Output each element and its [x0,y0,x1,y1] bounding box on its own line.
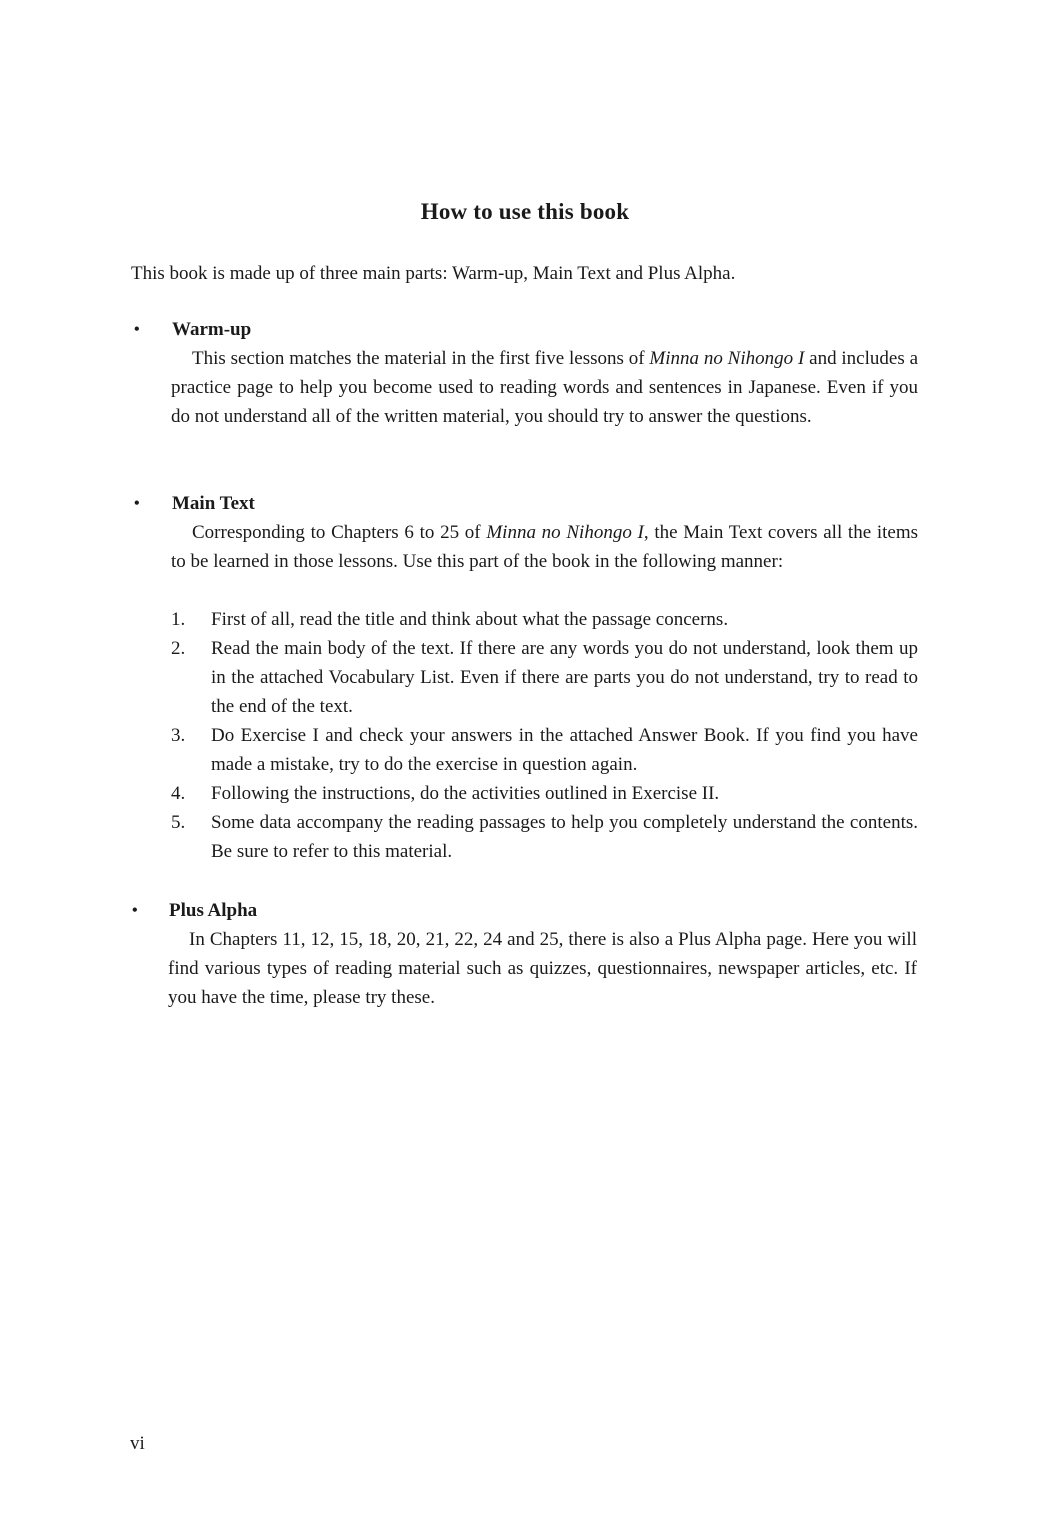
step-number: 1. [171,609,186,630]
bullet-icon: • [134,495,140,512]
bullet-icon: • [134,321,140,338]
steps-list [171,605,918,866]
step-text: Read the main body of the text. If there are any words you do not understand, look them up in the attached Vocabulary List. Even if there are parts you do not understand, try to read to the end of the text. [211,638,918,717]
section-heading: Plus Alpha [169,900,258,921]
step-number: 2. [171,638,186,659]
book-title-italic: Minna no Nihongo I [649,348,805,369]
step-text: Some data accompany the reading passages to help you completely understand the contents. Be sure to refer to this material. [211,812,918,862]
section-body: In Chapters 11, 12, 15, 18, 20, 21, 22, 24 and 25, there is also a Plus Alpha page. Here you will find various types of reading material such as quizzes, questionnaires, newspaper articles, etc. If you have the time, please try these. [168,929,917,1008]
body-text: and includes a practice page to help you become used to reading words and sentences in Japanese. Even if you do not understand all of the written material, you should try to answer the questions. [171,348,918,427]
step-number: 3. [171,725,186,746]
section-heading: Warm-up [172,319,252,340]
body-text: Corresponding to Chapters 6 to 25 of [192,522,487,543]
list-item [171,605,918,634]
book-title-italic: Minna no Nihongo I [486,522,644,543]
page-number: vi [130,1433,145,1454]
list-item [171,779,918,808]
intro-paragraph: This book is made up of three main parts: Warm-up, Main Text and Plus Alpha. [131,263,736,284]
section-body [171,344,918,431]
section-heading: Main Text [172,493,255,514]
list-item [171,721,918,779]
step-number: 4. [171,783,186,804]
list-item [171,808,918,866]
step-text: Following the instructions, do the activities outlined in Exercise II. [211,783,720,804]
bullet-icon: • [132,902,138,919]
list-item [171,634,918,721]
body-text: This section matches the material in the first five lessons of [192,348,650,369]
page-title: How to use this book [420,199,630,224]
step-text: First of all, read the title and think about what the passage concerns. [211,609,729,630]
body-text: , the Main Text covers all the items to be learned in those lessons. Use this part of the book in the following manner: [171,522,919,572]
step-text: Do Exercise I and check your answers in the attached Answer Book. If you find you have made a mistake, try to do the exercise in question again. [211,725,918,775]
step-number: 5. [171,812,186,833]
section-body [171,518,918,576]
